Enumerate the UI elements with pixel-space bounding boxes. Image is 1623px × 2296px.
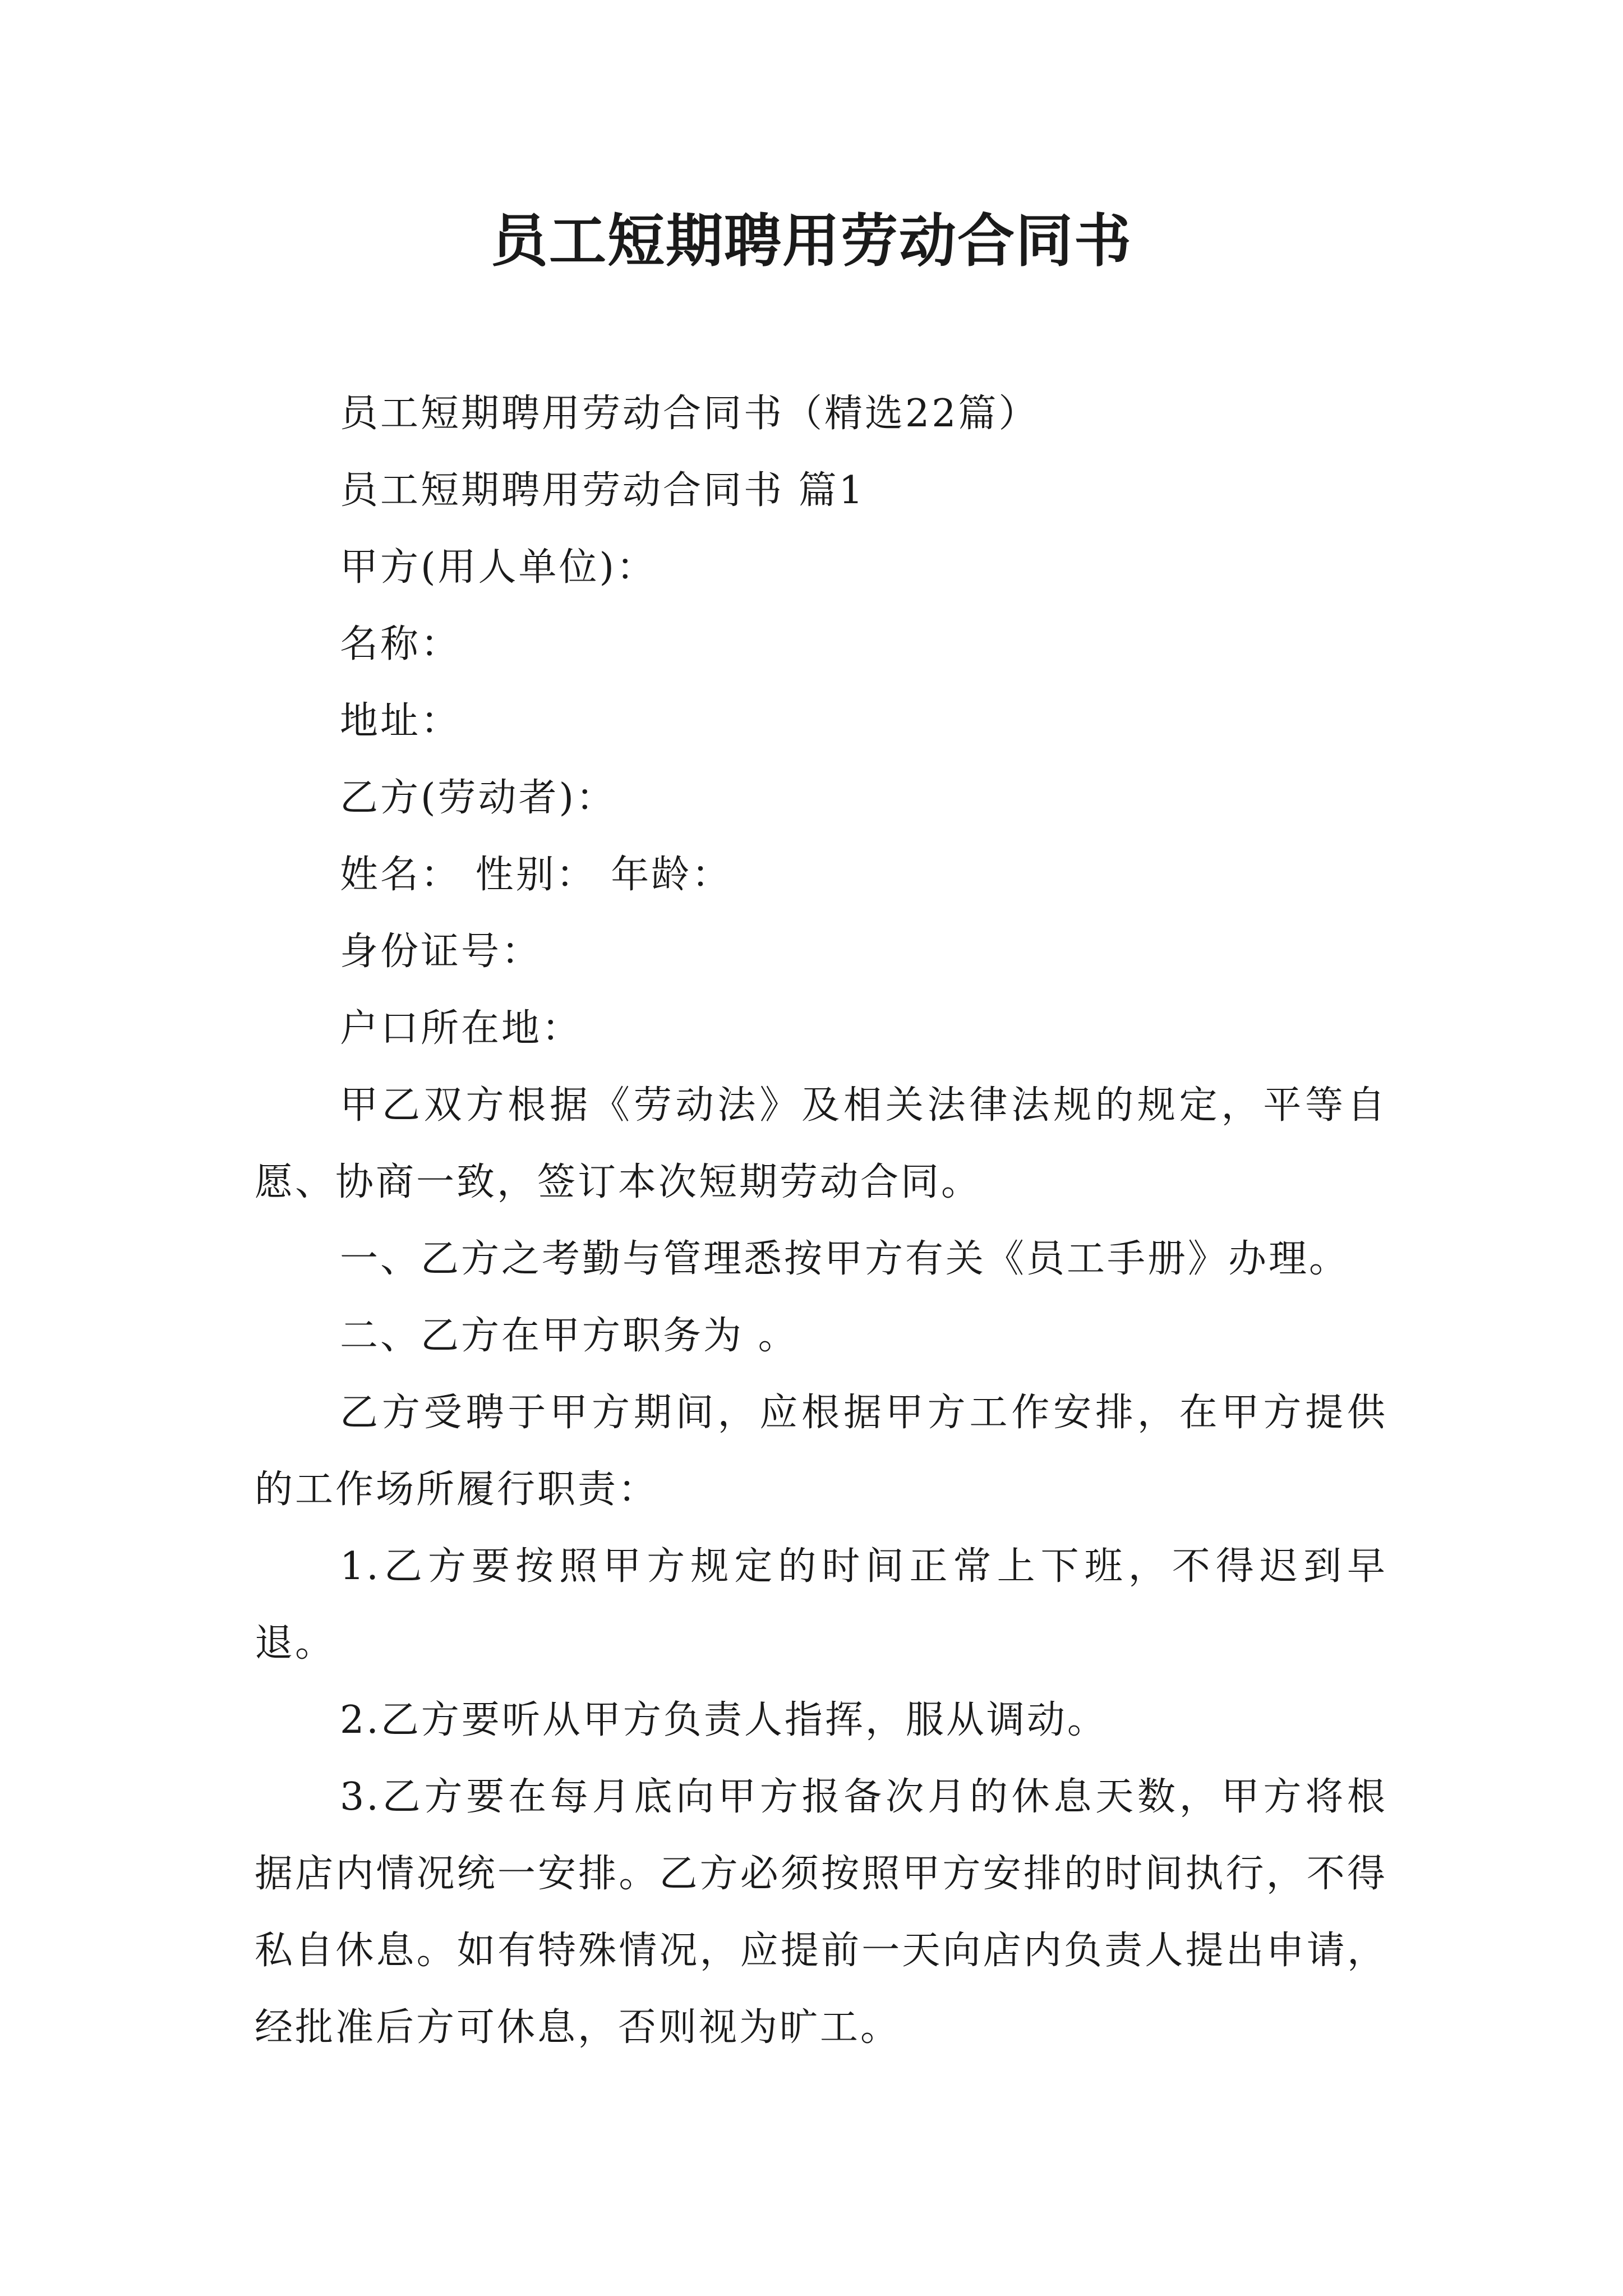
paragraph-clause-2: 二、乙方在甲方职务为 。 bbox=[340, 1314, 799, 1358]
paragraph-personal-fields: 姓名： 性别： 年龄： bbox=[340, 853, 732, 897]
paragraph-clause-1: 一、乙方之考勤与管理悉按甲方有关《员工手册》办理。 bbox=[340, 1237, 1350, 1281]
paragraph-duty-1: 1.乙方要按照甲方规定的时间正常上下班，不得迟到早退。 bbox=[255, 1544, 1387, 1665]
paragraph-name-field: 名称： bbox=[340, 622, 462, 666]
paragraph-section-heading: 员工短期聘用劳动合同书 篇1 bbox=[340, 468, 865, 513]
document-title: 员工短期聘用劳动合同书 bbox=[491, 208, 1132, 275]
paragraph-duties-intro: 乙方受聘于甲方期间，应根据甲方工作安排，在甲方提供的工作场所履行职责： bbox=[255, 1391, 1387, 1512]
paragraph-subtitle: 员工短期聘用劳动合同书（精选22篇） bbox=[340, 392, 1039, 436]
paragraph-party-a: 甲方(用人单位)： bbox=[340, 545, 657, 590]
document-body bbox=[255, 375, 1387, 2066]
paragraph-party-b: 乙方(劳动者)： bbox=[340, 776, 617, 820]
paragraph-household-field: 户口所在地： bbox=[340, 1006, 583, 1051]
paragraph-duty-3: 3.乙方要在每月底向甲方报备次月的休息天数，甲方将根据店内情况统一安排。乙方必须按照甲方安排的时间执行，不得私自休息。如有特殊情况，应提前一天向店内负责人提出申请，经批准后方可休息，否则视为旷工。 bbox=[255, 1775, 1387, 2050]
paragraph-duty-2: 2.乙方要听从甲方负责人指挥，服从调动。 bbox=[340, 1698, 1108, 1742]
paragraph-preamble: 甲乙双方根据《劳动法》及相关法律法规的规定，平等自愿、协商一致，签订本次短期劳动合同。 bbox=[255, 1083, 1387, 1204]
paragraph-address-field: 地址： bbox=[340, 699, 462, 743]
paragraph-id-number-field: 身份证号： bbox=[340, 930, 542, 974]
